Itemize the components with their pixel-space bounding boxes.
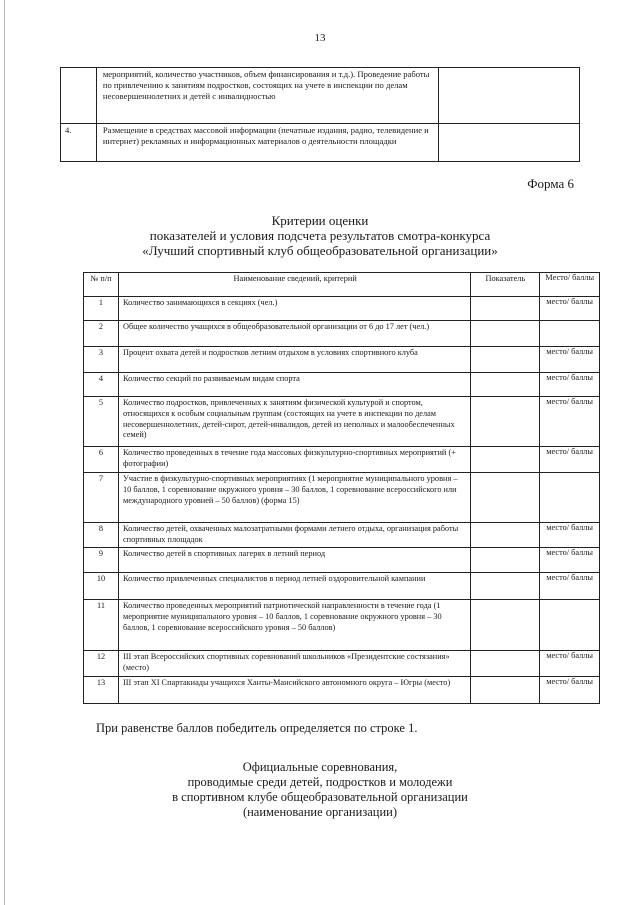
criterion-number: 4	[84, 373, 119, 397]
table-row	[84, 651, 600, 677]
heading-line-4: (наименование организации)	[242, 805, 398, 819]
table-row	[84, 321, 600, 347]
criterion-indicator	[471, 373, 540, 397]
criterion-place: место/ баллы	[540, 677, 600, 704]
criterion-number: 1	[84, 297, 119, 321]
heading-line-3: в спортивном клубе общеобразовательной организации	[172, 790, 468, 804]
criterion-indicator	[471, 473, 540, 523]
table-row	[61, 68, 580, 124]
criterion-indicator	[471, 321, 540, 347]
criterion-place: место/ баллы	[540, 397, 600, 447]
criterion-place: место/ баллы	[540, 347, 600, 373]
empty-cell	[438, 68, 579, 124]
criterion-number: 9	[84, 548, 119, 573]
criterion-place	[540, 321, 600, 347]
criterion-number: 11	[84, 600, 119, 651]
criterion-place	[540, 600, 600, 651]
criterion-place: место/ баллы	[540, 297, 600, 321]
criterion-place: место/ баллы	[540, 573, 600, 600]
table-header-row	[84, 273, 600, 297]
criterion-place: место/ баллы	[540, 373, 600, 397]
criterion-indicator	[471, 677, 540, 704]
activities-table-continuation	[60, 67, 580, 162]
title-line-3: «Лучший спортивный клуб общеобразовательной организации»	[142, 243, 498, 258]
criterion-number: 2	[84, 321, 119, 347]
criterion-name: Количество секций по развиваемым видам спорта	[118, 373, 470, 397]
row-text: мероприятий, количество участников, объем финансирования и т.д.). Проведение работы по привлечению к занятиям подростков, состоящих на учете в инспекции по делам несовершеннолетних и детей с инвалидностью	[96, 68, 438, 124]
criterion-number: 5	[84, 397, 119, 447]
form-label: Форма 6	[527, 176, 574, 191]
criterion-indicator	[471, 548, 540, 573]
criteria-table	[83, 272, 600, 704]
criterion-name: Количество проведенных мероприятий патриотической направленности в течение года (1 мероприятие муниципального уровня – 10 баллов, 1 соревнование окружного уровня – 30 баллов, 1 соревнование всероссийского уровня – 50 баллов)	[118, 600, 470, 651]
table-row	[84, 523, 600, 548]
criterion-number: 10	[84, 573, 119, 600]
table-row	[84, 297, 600, 321]
heading-line-2: проводимые среди детей, подростков и молодежи	[187, 775, 453, 789]
criterion-name: Количество занимающихся в секциях (чел.)	[118, 297, 470, 321]
criterion-number: 12	[84, 651, 119, 677]
criterion-name: Общее количество учащихся в общеобразовательной организации от 6 до 17 лет (чел.)	[118, 321, 470, 347]
title-line-2: показателей и условия подсчета результатов смотра-конкурса	[149, 228, 491, 243]
criterion-name: Количество привлеченных специалистов в период летней оздоровительной кампании	[118, 573, 470, 600]
table-row	[61, 124, 580, 162]
criterion-indicator	[471, 523, 540, 548]
row-number	[61, 68, 97, 124]
row-number: 4.	[61, 124, 97, 162]
criterion-number: 8	[84, 523, 119, 548]
criterion-name: Количество детей, охваченных малозатратными формами летнего отдыха, организация работы спортивных площадок	[118, 523, 470, 548]
criterion-place: место/ баллы	[540, 651, 600, 677]
criterion-number: 6	[84, 447, 119, 473]
tie-break-note: При равенстве баллов победитель определяется по строке 1.	[96, 721, 418, 735]
criterion-indicator	[471, 600, 540, 651]
table-row	[84, 677, 600, 704]
criterion-name: III этап XI Спартакиады учащихся Ханты-Мансийского автономного округа – Югры (место)	[118, 677, 470, 704]
criterion-name: Участие в физкультурно-спортивных мероприятиях (1 мероприятие муниципального уровня – 10 баллов, 1 соревнование окружного уровня – 30 баллов, 1 соревнование всероссийского или международного уровней – 50 баллов) (форма 15)	[118, 473, 470, 523]
header-indicator: Показатель	[471, 273, 540, 297]
criterion-place: место/ баллы	[540, 548, 600, 573]
criterion-indicator	[471, 397, 540, 447]
table-row	[84, 473, 600, 523]
criterion-number: 13	[84, 677, 119, 704]
criterion-indicator	[471, 297, 540, 321]
header-name: Наименование сведений, критерий	[118, 273, 470, 297]
criterion-number: 7	[84, 473, 119, 523]
header-num: № п/п	[84, 273, 119, 297]
table-row	[84, 447, 600, 473]
criterion-indicator	[471, 447, 540, 473]
heading-line-1: Официальные соревнования,	[242, 760, 398, 774]
table-row	[84, 573, 600, 600]
table-row	[84, 397, 600, 447]
empty-cell	[438, 124, 579, 162]
criteria-title	[0, 213, 640, 258]
criterion-place	[540, 473, 600, 523]
criterion-name: Количество подростков, привлеченных к занятиям физической культурой и спортом, относящихся к особым социальным группам (состоящих на учете в инспекции по делам несовершеннолетних, детей-сирот, детей-инвалидов, детей из неполных и малообеспеченных семей)	[118, 397, 470, 447]
table-row	[84, 347, 600, 373]
criterion-indicator	[471, 347, 540, 373]
criterion-place: место/ баллы	[540, 523, 600, 548]
title-line-1: Критерии оценки	[271, 213, 369, 228]
criterion-name: Количество детей в спортивных лагерях в летний период	[118, 548, 470, 573]
criterion-indicator	[471, 573, 540, 600]
criterion-number: 3	[84, 347, 119, 373]
criterion-name: Количество проведенных в течение года массовых физкультурно-спортивных мероприятий (+ фотографии)	[118, 447, 470, 473]
criterion-place: место/ баллы	[540, 447, 600, 473]
table-row	[84, 600, 600, 651]
row-text: Размещение в средствах массовой информации (печатные издания, радио, телевидение и интернет) рекламных и информационных материалов о деятельности площадки	[96, 124, 438, 162]
table-row	[84, 548, 600, 573]
criteria-table-body	[84, 297, 600, 704]
table-row	[84, 373, 600, 397]
header-place: Место/ баллы	[540, 273, 600, 297]
page-number: 13	[314, 32, 326, 44]
criterion-name: Процент охвата детей и подростков летним отдыхом в условиях спортивного клуба	[118, 347, 470, 373]
competitions-heading	[0, 760, 640, 820]
criterion-indicator	[471, 651, 540, 677]
criterion-name: III этап Всероссийских спортивных соревнований школьников «Президентские состязания» (место)	[118, 651, 470, 677]
